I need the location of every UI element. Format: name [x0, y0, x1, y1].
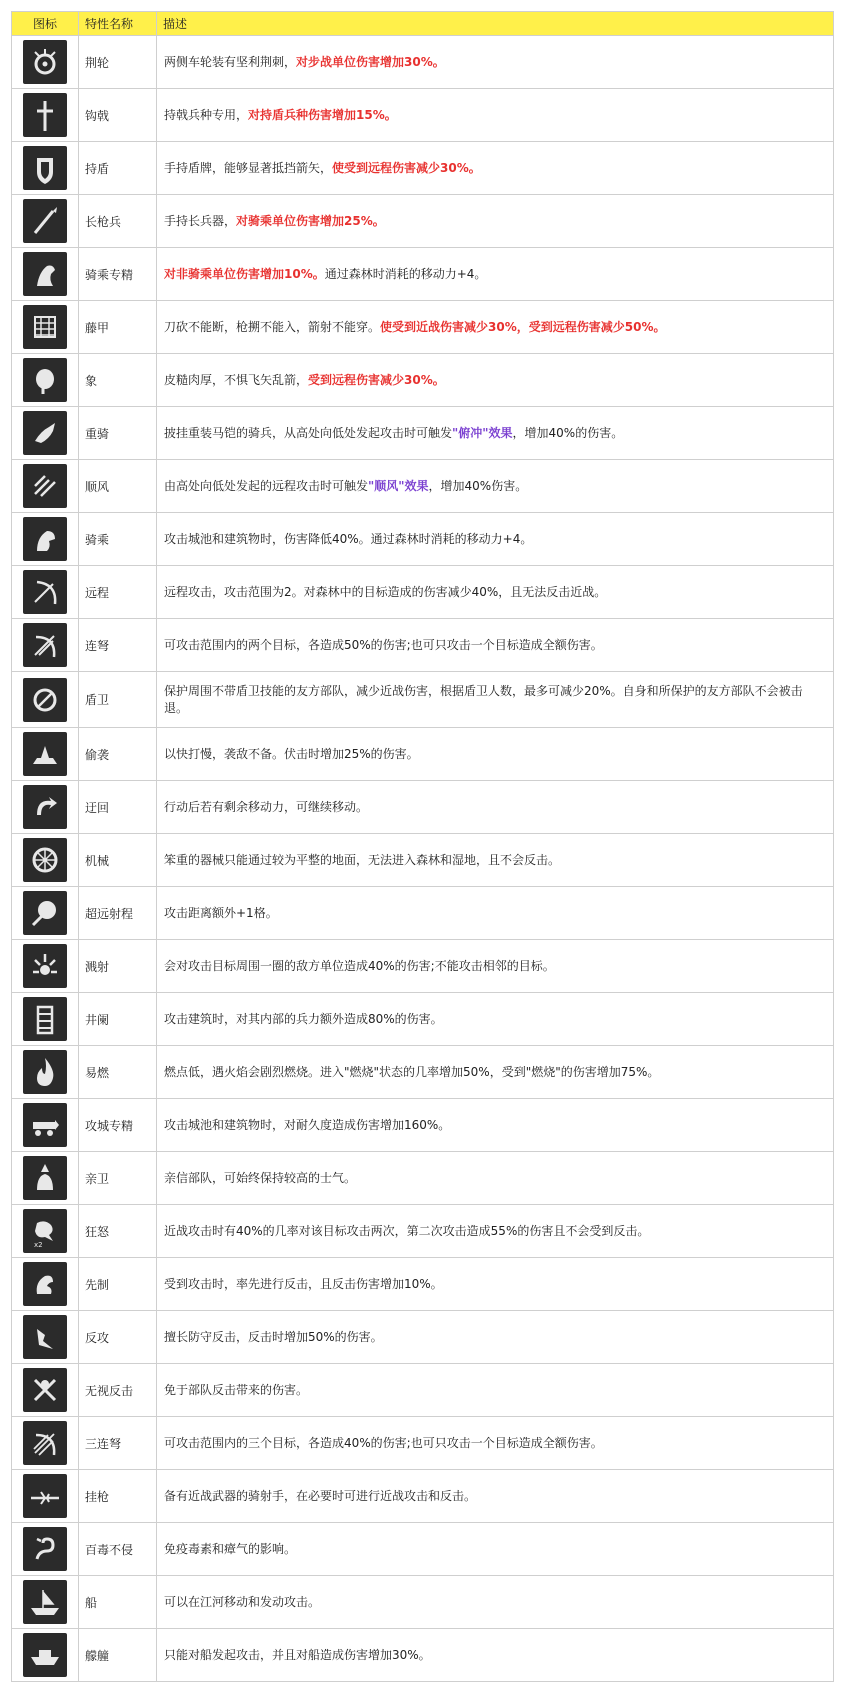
trait-description — [157, 513, 834, 566]
description-text: 可攻击范围内的三个目标，各造成40%的伤害;也可只攻击一个目标造成全额伤害。 — [164, 1435, 603, 1450]
trait-name: 反攻 — [79, 1311, 157, 1364]
trait-name: 先制 — [79, 1258, 157, 1311]
wind-icon — [23, 464, 67, 508]
rage-icon — [23, 1209, 67, 1253]
scorpion-icon — [23, 1527, 67, 1571]
trait-description — [157, 1311, 834, 1364]
trait-description — [157, 89, 834, 142]
trait-name: 藤甲 — [79, 301, 157, 354]
trait-description — [157, 728, 834, 781]
trait-description — [157, 195, 834, 248]
trait-description — [157, 1629, 834, 1682]
icon-cell — [12, 1258, 79, 1311]
icon-cell — [12, 354, 79, 407]
icon-cell — [12, 1576, 79, 1629]
table-row — [12, 89, 834, 142]
icon-cell — [12, 993, 79, 1046]
heavy-cavalry-icon — [23, 411, 67, 455]
table-row — [12, 1205, 834, 1258]
description-text: 行动后若有剩余移动力，可继续移动。 — [164, 799, 369, 814]
table-row — [12, 1523, 834, 1576]
trait-name: 亲卫 — [79, 1152, 157, 1205]
trait-name: 船 — [79, 1576, 157, 1629]
trait-description — [157, 1258, 834, 1311]
icon-cell — [12, 1470, 79, 1523]
trait-description — [157, 1205, 834, 1258]
table-body — [12, 36, 834, 1682]
elephant-icon — [23, 358, 67, 402]
trait-name: 骑乘专精 — [79, 248, 157, 301]
hanging-spear-icon — [23, 1474, 67, 1518]
description-text: 手持盾牌，能够显著抵挡箭矢， — [164, 160, 333, 175]
description-text: 皮糙肉厚，不惧飞矢乱箭， — [164, 372, 309, 387]
preemptive-icon — [23, 1262, 67, 1306]
table-row — [12, 834, 834, 887]
table-row — [12, 513, 834, 566]
description-text: 两侧车轮装有坚利荆刺， — [164, 54, 297, 69]
icon-cell — [12, 672, 79, 728]
trait-name: 艨艟 — [79, 1629, 157, 1682]
trait-name: 迂回 — [79, 781, 157, 834]
trait-name: 易燃 — [79, 1046, 157, 1099]
description-text: 手持长兵器， — [164, 213, 237, 228]
trait-description — [157, 566, 834, 619]
description-text: 攻击城池和建筑物时，伤害降低40%。通过森林时消耗的移动力+4。 — [164, 531, 533, 546]
trait-description — [157, 672, 834, 728]
trait-name: 连弩 — [79, 619, 157, 672]
table-header — [12, 12, 834, 36]
trait-name: 钩戟 — [79, 89, 157, 142]
icon-cell — [12, 619, 79, 672]
icon-cell — [12, 834, 79, 887]
highlight-text: "顺风"效果 — [368, 478, 429, 493]
table-row — [12, 1470, 834, 1523]
icon-cell — [12, 1205, 79, 1258]
battering-ram-icon — [23, 1103, 67, 1147]
description-text: 攻击距离额外+1格。 — [164, 905, 278, 920]
trait-description — [157, 248, 834, 301]
icon-cell — [12, 887, 79, 940]
icon-cell — [12, 1523, 79, 1576]
description-text: 备有近战武器的骑射手，在必要时可进行近战攻击和反击。 — [164, 1488, 477, 1503]
trait-description — [157, 460, 834, 513]
table-row — [12, 460, 834, 513]
trait-name: 机械 — [79, 834, 157, 887]
trait-description — [157, 354, 834, 407]
description-text: 亲信部队，可始终保持较高的士气。 — [164, 1170, 357, 1185]
ambush-icon — [23, 732, 67, 776]
description-text: 以快打慢，袭敌不备。伏击时增加25%的伤害。 — [164, 746, 419, 761]
description-text: 可攻击范围内的两个目标，各造成50%的伤害;也可只攻击一个目标造成全额伤害。 — [164, 637, 603, 652]
thorn-wheel-icon — [23, 40, 67, 84]
table-row — [12, 1046, 834, 1099]
description-text: 会对攻击目标周围一圈的敌方单位造成40%的伤害;不能攻击相邻的目标。 — [164, 958, 555, 973]
description-text: 攻击城池和建筑物时，对耐久度造成伤害增加160%。 — [164, 1117, 451, 1132]
trait-name: 重骑 — [79, 407, 157, 460]
long-range-icon — [23, 891, 67, 935]
table-row — [12, 1311, 834, 1364]
bow-icon — [23, 570, 67, 614]
traits-table-container — [11, 11, 833, 1682]
table-row — [12, 1099, 834, 1152]
highlight-text: 使受到近战伤害减少30%，受到远程伤害减少50%。 — [380, 319, 666, 334]
icon-cell — [12, 1046, 79, 1099]
trait-description — [157, 1523, 834, 1576]
detour-icon — [23, 785, 67, 829]
trait-name: 超远射程 — [79, 887, 157, 940]
ignore-counter-icon — [23, 1368, 67, 1412]
table-row — [12, 1629, 834, 1682]
icon-cell — [12, 248, 79, 301]
halberd-icon — [23, 93, 67, 137]
description-text: 攻击建筑时，对其内部的兵力额外造成80%的伤害。 — [164, 1011, 443, 1026]
splash-icon — [23, 944, 67, 988]
trait-name: 骑乘 — [79, 513, 157, 566]
trait-name: 攻城专精 — [79, 1099, 157, 1152]
icon-cell — [12, 1099, 79, 1152]
table-row — [12, 407, 834, 460]
trait-description — [157, 1417, 834, 1470]
description-text: 刀砍不能断，枪搠不能入，箭射不能穿。 — [164, 319, 381, 334]
description-text: 受到攻击时，率先进行反击，且反击伤害增加10%。 — [164, 1276, 443, 1291]
table-row — [12, 781, 834, 834]
description-text: 可以在江河移动和发动攻击。 — [164, 1594, 321, 1609]
highlight-text: "俯冲"效果 — [452, 425, 513, 440]
trait-name: 挂枪 — [79, 1470, 157, 1523]
ship-icon — [23, 1580, 67, 1624]
table-row — [12, 1258, 834, 1311]
icon-cell — [12, 1417, 79, 1470]
icon-cell — [12, 1364, 79, 1417]
icon-cell — [12, 460, 79, 513]
description-text: ，增加40%伤害。 — [428, 478, 528, 493]
table-row — [12, 195, 834, 248]
table-row — [12, 1364, 834, 1417]
highlight-text: 对骑乘单位伤害增加25%。 — [236, 213, 385, 228]
table-row — [12, 887, 834, 940]
icon-cell — [12, 1629, 79, 1682]
horse-head-icon — [23, 252, 67, 296]
table-row — [12, 36, 834, 89]
header-desc: 描述 — [157, 12, 834, 36]
wheel-icon — [23, 838, 67, 882]
table-row — [12, 248, 834, 301]
trait-name: 溅射 — [79, 940, 157, 993]
trait-description — [157, 1364, 834, 1417]
icon-cell — [12, 1152, 79, 1205]
header-icon: 图标 — [12, 12, 79, 36]
guard-icon — [23, 1156, 67, 1200]
table-row — [12, 940, 834, 993]
icon-cell — [12, 301, 79, 354]
trait-name: 三连弩 — [79, 1417, 157, 1470]
description-text: 由高处向低处发起的远程攻击时可触发 — [164, 478, 369, 493]
table-row — [12, 672, 834, 728]
icon-cell — [12, 781, 79, 834]
crossbow-icon — [23, 623, 67, 667]
trait-name: 无视反击 — [79, 1364, 157, 1417]
triple-crossbow-icon — [23, 1421, 67, 1465]
trait-name: 狂怒 — [79, 1205, 157, 1258]
icon-cell — [12, 142, 79, 195]
trait-name: 持盾 — [79, 142, 157, 195]
description-text: 远程攻击，攻击范围为2。对森林中的目标造成的伤害减少40%，且无法反击近战。 — [164, 584, 607, 599]
trait-description — [157, 1099, 834, 1152]
description-text: 近战攻击时有40%的几率对该目标攻击两次，第二次攻击造成55%的伤害且不会受到反击。 — [164, 1223, 650, 1238]
table-row — [12, 1576, 834, 1629]
shield-icon — [23, 146, 67, 190]
trait-description — [157, 887, 834, 940]
description-text: 只能对船发起攻击，并且对船造成伤害增加30%。 — [164, 1647, 431, 1662]
icon-cell — [12, 940, 79, 993]
description-text: ，增加40%的伤害。 — [512, 425, 624, 440]
trait-name: 盾卫 — [79, 672, 157, 728]
icon-cell — [12, 513, 79, 566]
trait-description — [157, 36, 834, 89]
rattan-armor-icon — [23, 305, 67, 349]
trait-name: 长枪兵 — [79, 195, 157, 248]
trait-description — [157, 993, 834, 1046]
trait-description — [157, 1046, 834, 1099]
counter-attack-icon — [23, 1315, 67, 1359]
trait-name: 远程 — [79, 566, 157, 619]
svg-text:x2: x2 — [34, 1241, 43, 1249]
trait-description — [157, 619, 834, 672]
description-text: 披挂重装马铠的骑兵，从高处向低处发起攻击时可触发 — [164, 425, 453, 440]
table-row — [12, 619, 834, 672]
trait-description — [157, 142, 834, 195]
description-text: 擅长防守反击，反击时增加50%的伤害。 — [164, 1329, 383, 1344]
header-name: 特性名称 — [79, 12, 157, 36]
icon-cell — [12, 728, 79, 781]
shield-guard-icon — [23, 678, 67, 722]
icon-cell — [12, 195, 79, 248]
icon-cell — [12, 407, 79, 460]
siege-tower-icon — [23, 997, 67, 1041]
icon-cell — [12, 566, 79, 619]
trait-name: 井阑 — [79, 993, 157, 1046]
trait-description — [157, 781, 834, 834]
table-row — [12, 301, 834, 354]
icon-cell — [12, 89, 79, 142]
table-row — [12, 728, 834, 781]
trait-description — [157, 940, 834, 993]
table-row — [12, 566, 834, 619]
flame-icon — [23, 1050, 67, 1094]
highlight-text: 对非骑乘单位伤害增加10%。 — [164, 266, 325, 281]
trait-name: 偷袭 — [79, 728, 157, 781]
table-row — [12, 142, 834, 195]
trait-name: 百毒不侵 — [79, 1523, 157, 1576]
description-text: 保护周围不带盾卫技能的友方部队，减少近战伤害，根据盾卫人数，最多可减少20%。自身和所保护的友方部队不会被击退。 — [164, 683, 803, 715]
description-text: 持戟兵种专用， — [164, 107, 249, 122]
highlight-text: 对步战单位伤害增加30%。 — [296, 54, 445, 69]
description-text: 免疫毒素和瘴气的影响。 — [164, 1541, 297, 1556]
trait-name: 象 — [79, 354, 157, 407]
table-row — [12, 1417, 834, 1470]
knight-icon — [23, 517, 67, 561]
trait-description — [157, 1152, 834, 1205]
table-row — [12, 354, 834, 407]
table-row — [12, 993, 834, 1046]
description-text: 燃点低，遇火焰会剧烈燃烧。进入"燃烧"状态的几率增加50%，受到"燃烧"的伤害增加75%。 — [164, 1064, 660, 1079]
trait-description — [157, 1470, 834, 1523]
warship-icon — [23, 1633, 67, 1677]
traits-table — [11, 11, 834, 1682]
trait-description — [157, 301, 834, 354]
spear-icon — [23, 199, 67, 243]
trait-description — [157, 1576, 834, 1629]
description-text: 笨重的器械只能通过较为平整的地面，无法进入森林和湿地，且不会反击。 — [164, 852, 561, 867]
description-text: 通过森林时消耗的移动力+4。 — [324, 266, 487, 281]
highlight-text: 使受到远程伤害减少30%。 — [332, 160, 481, 175]
trait-description — [157, 407, 834, 460]
icon-cell — [12, 36, 79, 89]
trait-name: 顺风 — [79, 460, 157, 513]
trait-name: 荆轮 — [79, 36, 157, 89]
highlight-text: 对持盾兵种伤害增加15%。 — [248, 107, 397, 122]
trait-description — [157, 834, 834, 887]
description-text: 免于部队反击带来的伤害。 — [164, 1382, 309, 1397]
table-row — [12, 1152, 834, 1205]
icon-cell — [12, 1311, 79, 1364]
highlight-text: 受到远程伤害减少30%。 — [308, 372, 445, 387]
